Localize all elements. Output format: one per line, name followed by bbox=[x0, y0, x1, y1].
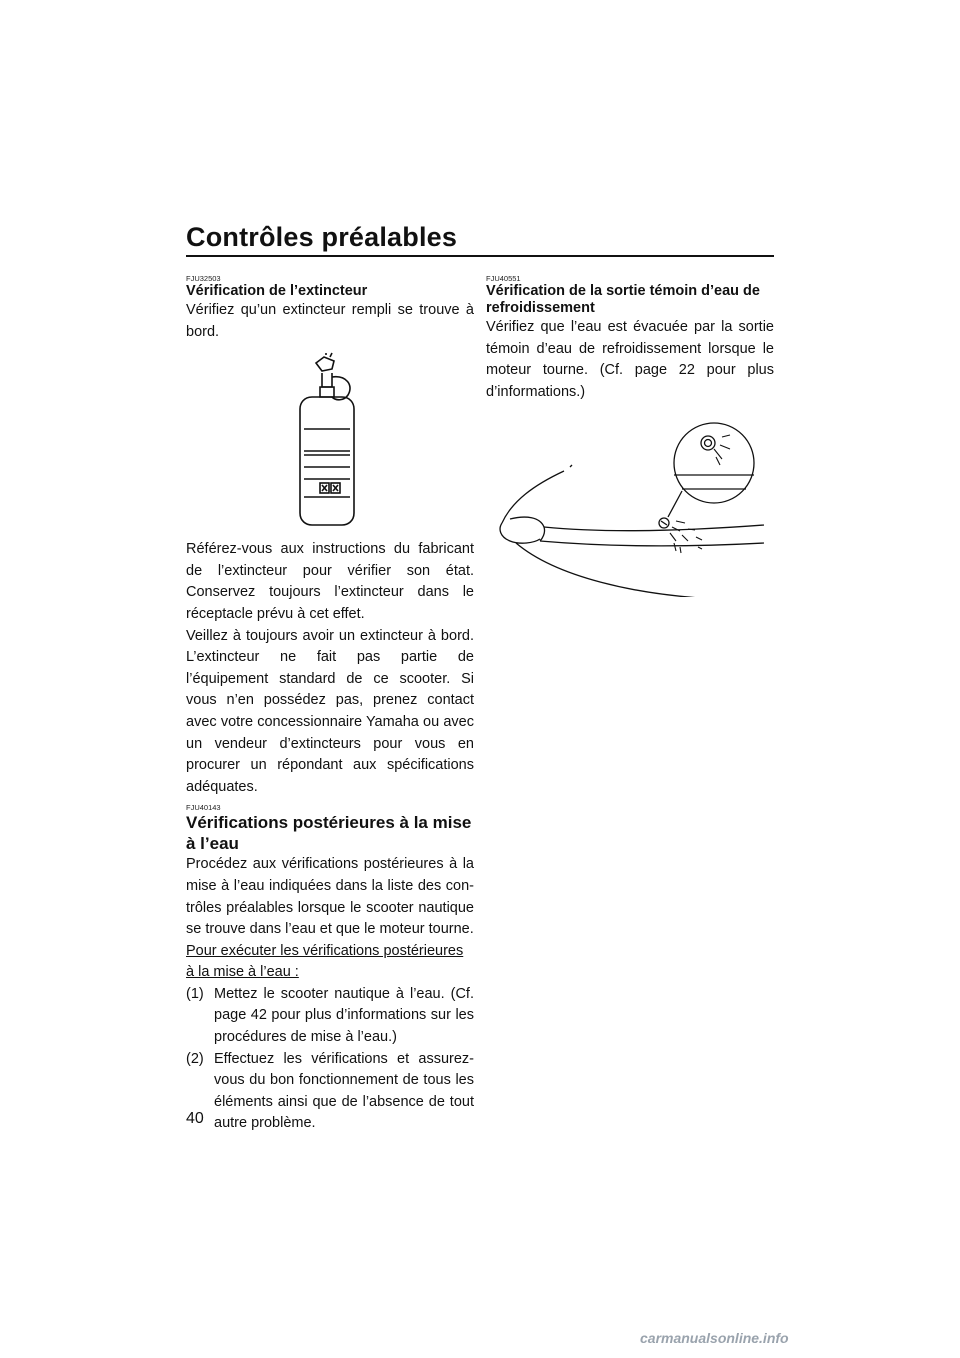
watermark: carmanualsonline.info bbox=[640, 1330, 789, 1346]
list-item bbox=[186, 984, 474, 1049]
step-number: (1) bbox=[186, 985, 204, 1002]
section-heading-cooling-water: Vérification de la sortie témoin d’eau de refroidissement bbox=[486, 283, 760, 316]
right-column bbox=[486, 275, 774, 597]
step-number: (2) bbox=[186, 1050, 204, 1067]
procedure-steps bbox=[186, 984, 474, 1135]
title-rule bbox=[186, 255, 774, 257]
section-heading-extinguisher: Vérification de l’extincteur bbox=[186, 283, 368, 299]
section-heading-post-launch: Vérifications postérieures à la mise à l’eau bbox=[186, 813, 472, 854]
page-number: 40 bbox=[186, 1110, 204, 1127]
section-code: FJU32503 bbox=[186, 274, 221, 283]
section-code: FJU40143 bbox=[186, 803, 221, 813]
step-text: Effectuez les vérifications et assurez-vous du bon fonctionnement de tous les éléments ainsi que de l’absence de tout autre problème. bbox=[214, 1050, 474, 1132]
cooling-water-outlet-illustration bbox=[486, 417, 774, 597]
step-text: Mettez le scooter nautique à l’eau. (Cf. page 42 pour plus d’informations sur les procédures de mise à l’eau.) bbox=[214, 985, 474, 1046]
fire-extinguisher-illustration bbox=[186, 351, 474, 531]
paragraph: Procédez aux vérifications postérieures à la mise à l’eau indiquées dans la liste des contrôles préalables lorsque le scooter nautique se trouve dans l’eau et que le moteur tourne. bbox=[186, 856, 474, 938]
page-title: Contrôles préalables bbox=[186, 222, 458, 252]
paragraph: Référez-vous aux instructions du fabricant de l’extincteur pour vérifier son état. Conservez toujours l’extincteur dans le réceptacle prévu à cet effet. bbox=[186, 541, 474, 622]
paragraph: Vérifiez qu’un extincteur rempli se trouve à bord. bbox=[186, 302, 474, 340]
paragraph: Vérifiez que l’eau est évacuée par la sortie témoin d’eau de refroidissement lorsque le moteur tourne. (Cf. page 22 pour plus d’informations.) bbox=[486, 319, 774, 400]
paragraph: Veillez à toujours avoir un extincteur à bord. L’extincteur ne fait pas partie de l’équipement standard de ce scooter. Si vous n’en possédez pas, prenez contact avec votre concessionnaire Yamaha ou avec un vendeur d’extincteurs pour vous en procurer un répondant aux spécifications adéquates. bbox=[186, 627, 474, 795]
section-code: FJU40551 bbox=[486, 274, 521, 283]
list-item bbox=[186, 1049, 474, 1135]
procedure-lead: Pour exécuter les vérifications postérieures à la mise à l’eau : bbox=[186, 942, 464, 981]
left-column bbox=[186, 275, 474, 1135]
